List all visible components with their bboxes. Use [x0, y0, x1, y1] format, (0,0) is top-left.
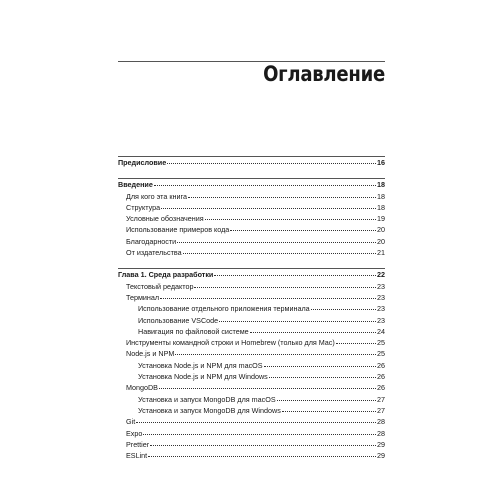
toc-entry-title: Использование примеров кода	[126, 225, 230, 235]
toc-entry[interactable]	[118, 394, 385, 405]
toc-entry-page: 23	[377, 315, 385, 325]
toc-entry-title: Node.js и NPM	[126, 349, 175, 359]
toc-dot-leader	[150, 444, 376, 446]
toc-dot-leader	[194, 286, 376, 288]
toc-entry-page: 27	[377, 394, 385, 404]
toc-entry-title: Для кого эта книга	[126, 191, 187, 201]
toc-entry-page: 26	[377, 383, 385, 393]
toc-spacer	[118, 168, 385, 178]
toc-entry-page: 18	[377, 202, 385, 212]
toc-entry[interactable]	[118, 213, 385, 224]
toc-entry-title: Установка Node.js и NPM для macOS	[138, 360, 263, 370]
toc-entry-title: Условные обозначения	[126, 214, 204, 224]
toc-entry[interactable]	[118, 348, 385, 359]
toc-dot-leader	[159, 387, 376, 389]
toc-entry[interactable]	[118, 326, 385, 337]
toc-entry-page: 27	[377, 405, 385, 415]
toc-entry[interactable]	[118, 156, 385, 168]
toc-entry[interactable]	[118, 315, 385, 326]
toc-entry[interactable]	[118, 428, 385, 439]
toc-entry[interactable]	[118, 281, 385, 292]
toc-dot-leader	[154, 184, 376, 186]
toc-dot-leader	[282, 410, 376, 412]
page-title: Оглавление	[263, 62, 385, 86]
toc-entry[interactable]	[118, 416, 385, 427]
toc-entry-title: Prettier	[126, 439, 150, 449]
toc-dot-leader	[311, 308, 376, 310]
toc-entry[interactable]	[118, 303, 385, 314]
toc-dot-leader	[183, 252, 376, 254]
toc-dot-leader	[269, 376, 376, 378]
toc-entry-title: Предисловие	[118, 158, 167, 167]
toc-entry-page: 19	[377, 214, 385, 224]
table-of-contents	[118, 156, 385, 461]
toc-entry-title: Глава 1. Среда разработки	[118, 270, 214, 280]
toc-entry-title: Структура	[126, 202, 161, 212]
toc-entry-page: 16	[377, 158, 385, 167]
toc-entry-page: 23	[377, 281, 385, 291]
toc-dot-leader	[167, 162, 376, 164]
toc-entry-page: 24	[377, 326, 385, 336]
toc-entry[interactable]	[118, 268, 385, 280]
toc-entry[interactable]	[118, 236, 385, 247]
toc-dot-leader	[250, 331, 376, 333]
toc-entry[interactable]	[118, 450, 385, 461]
toc-entry-page: 23	[377, 292, 385, 302]
toc-dot-leader	[219, 320, 376, 322]
toc-dot-leader	[205, 218, 376, 220]
toc-entry-page: 26	[377, 360, 385, 370]
toc-dot-leader	[148, 455, 376, 457]
toc-dot-leader	[188, 196, 376, 198]
toc-entry-page: 28	[377, 417, 385, 427]
toc-entry-title: Введение	[118, 180, 153, 190]
toc-entry[interactable]	[118, 191, 385, 202]
toc-entry[interactable]	[118, 371, 385, 382]
toc-entry-title: ESLint	[126, 451, 148, 461]
toc-dot-leader	[136, 421, 376, 423]
toc-spacer	[118, 258, 385, 268]
toc-entry[interactable]	[118, 202, 385, 213]
toc-entry[interactable]	[118, 439, 385, 450]
toc-entry[interactable]	[118, 360, 385, 371]
toc-entry[interactable]	[118, 405, 385, 416]
toc-entry-title: Установка Node.js и NPM для Windows	[138, 372, 268, 382]
toc-entry[interactable]	[118, 178, 385, 190]
toc-entry-page: 22	[377, 270, 385, 280]
toc-dot-leader	[230, 229, 376, 231]
toc-entry[interactable]	[118, 337, 385, 348]
toc-dot-leader	[160, 297, 376, 299]
toc-entry-title: Использование VSCode	[138, 315, 219, 325]
toc-entry-title: Установка и запуск MongoDB для Windows	[138, 405, 281, 415]
toc-entry[interactable]	[118, 247, 385, 258]
toc-entry-title: Терминал	[126, 292, 160, 302]
toc-entry-page: 29	[377, 439, 385, 449]
toc-entry-page: 23	[377, 304, 385, 314]
toc-entry-page: 25	[377, 349, 385, 359]
toc-entry-page: 28	[377, 428, 385, 438]
toc-entry[interactable]	[118, 292, 385, 303]
toc-dot-leader	[143, 433, 376, 435]
toc-entry-page: 26	[377, 372, 385, 382]
toc-entry-title: Использование отдельного приложения терминала	[138, 304, 310, 314]
toc-entry[interactable]	[118, 382, 385, 393]
toc-dot-leader	[214, 274, 376, 276]
toc-entry-page: 25	[377, 338, 385, 348]
toc-entry-title: Git	[126, 417, 136, 427]
toc-entry-page: 20	[377, 225, 385, 235]
toc-entry-title: Инструменты командной строки и Homebrew (только для Mac)	[126, 338, 335, 348]
toc-dot-leader	[264, 365, 376, 367]
toc-entry-title: От издательства	[126, 248, 182, 258]
toc-entry-page: 29	[377, 451, 385, 461]
toc-entry-page: 20	[377, 236, 385, 246]
toc-entry-title: Благодарности	[126, 236, 177, 246]
toc-entry-title: Expo	[126, 428, 143, 438]
toc-entry-title: Текстовый редактор	[126, 281, 194, 291]
toc-entry[interactable]	[118, 224, 385, 235]
toc-dot-leader	[161, 207, 376, 209]
toc-entry-title: Установка и запуск MongoDB для macOS	[138, 394, 276, 404]
toc-dot-leader	[175, 353, 376, 355]
toc-entry-page: 18	[377, 180, 385, 190]
toc-entry-title: Навигация по файловой системе	[138, 326, 249, 336]
toc-entry-page: 18	[377, 191, 385, 201]
toc-dot-leader	[336, 342, 376, 344]
toc-entry-page: 21	[377, 248, 385, 258]
toc-dot-leader	[177, 241, 376, 243]
toc-entry-title: MongoDB	[126, 383, 158, 393]
toc-dot-leader	[277, 399, 376, 401]
